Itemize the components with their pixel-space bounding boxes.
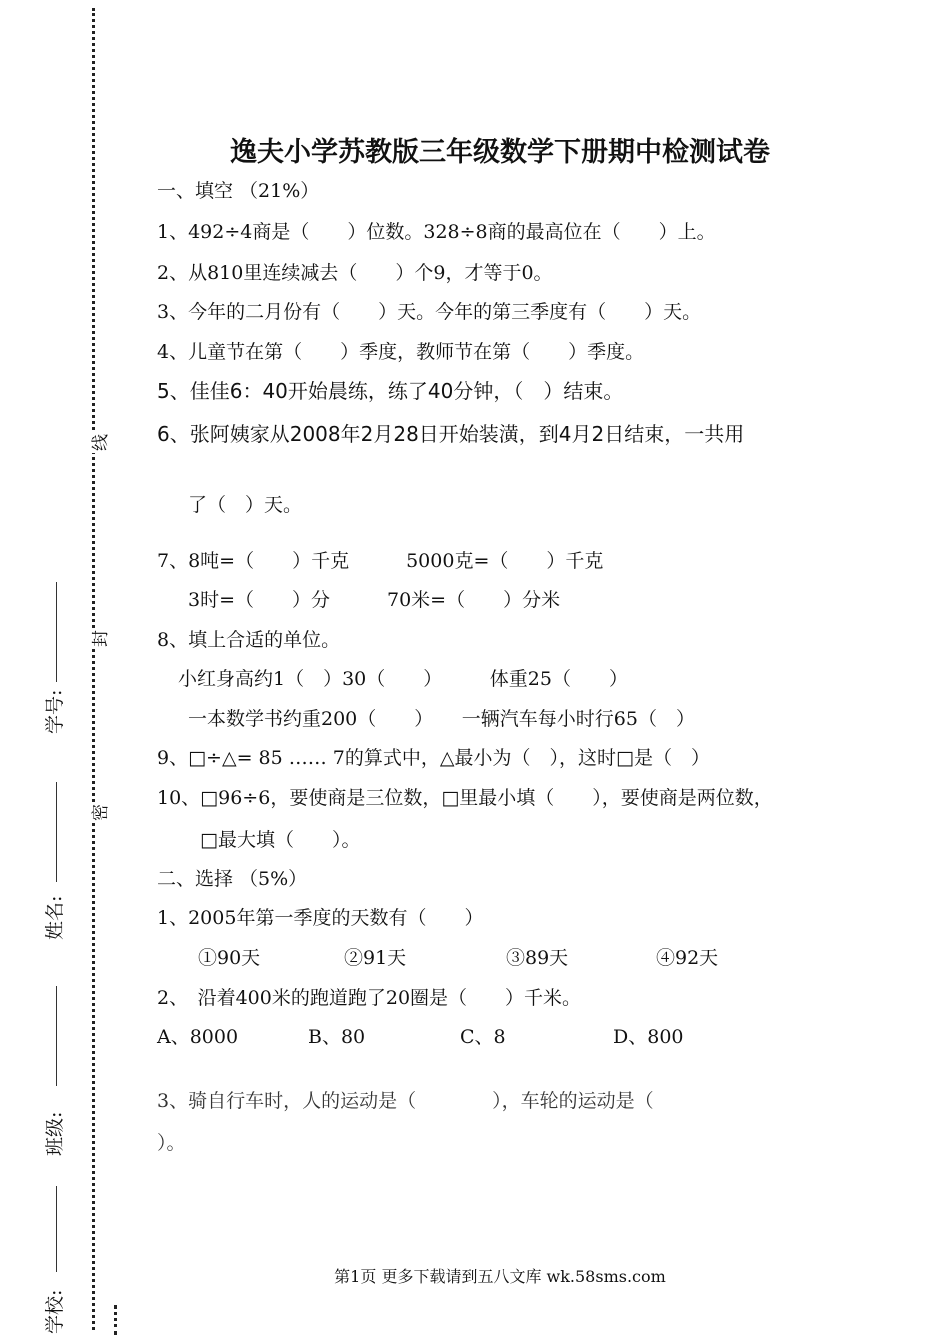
page-title: 逸夫小学苏教版三年级数学下册期中检测试卷 xyxy=(230,137,770,168)
question-2-3b: ）。 xyxy=(157,1132,186,1154)
question-1-7a: 7、8吨=（ ）千克 5000克=（ ）千克 xyxy=(157,550,604,572)
question-1-8b: 一本数学书约重200（ ） 一辆汽车每小时行65（ ） xyxy=(188,708,695,730)
seal-line-char: 线 xyxy=(86,432,111,453)
option-2-1-b: ②91天 xyxy=(344,947,407,969)
option-2-2-a: A、8000 xyxy=(157,1026,239,1048)
class-label: 班级: xyxy=(44,1111,66,1156)
question-1-8: 8、填上合适的单位。 xyxy=(157,629,341,651)
question-1-4: 4、儿童节在第（ ）季度，教师节在第（ ）季度。 xyxy=(157,341,645,363)
option-2-1-d: ④92天 xyxy=(656,947,719,969)
question-2-2: 2、 沿着400米的跑道跑了20圈是（ ）千米。 xyxy=(157,987,582,1009)
name-underline xyxy=(56,782,57,882)
question-1-5: 5、佳佳6：40开始晨练，练了40分钟，（ ）结束。 xyxy=(157,379,624,403)
school-underline xyxy=(56,1186,57,1272)
option-2-2-b: B、80 xyxy=(308,1026,366,1048)
question-1-1: 1、492÷4商是（ ）位数。328÷8商的最高位在（ ）上。 xyxy=(157,221,716,243)
school-label: 学校: xyxy=(44,1289,66,1334)
question-1-2: 2、从810里连续减去（ ）个9，才等于0。 xyxy=(157,262,553,284)
section2-heading: 二、选择 （5%） xyxy=(157,868,308,890)
option-2-2-d: D、800 xyxy=(613,1026,684,1048)
question-1-8a: 小红身高约1（ ）30（ ） 体重25（ ） xyxy=(178,668,628,690)
question-1-6b: 了（ ）天。 xyxy=(188,494,303,516)
id-underline xyxy=(56,582,57,682)
question-2-1: 1、2005年第一季度的天数有（ ） xyxy=(157,907,484,929)
question-1-9: 9、□÷△= 85 …… 7的算式中，△最小为（ ），这时□是（ ） xyxy=(157,747,710,769)
id-label: 学号: xyxy=(44,689,66,734)
name-label: 姓名: xyxy=(44,895,66,940)
page-footer: 第1页 更多下载请到五八文库 wk.58sms.com xyxy=(334,1267,666,1286)
question-1-10a: 10、□96÷6，要使商是三位数，□里最小填（ ），要使商是两位数， xyxy=(157,787,773,809)
question-1-10b: □最大填（ ）。 xyxy=(200,829,361,851)
question-1-6a: 6、张阿姨家从2008年2月28日开始装潢，到4月2日结束，一共用 xyxy=(157,422,745,446)
question-2-3a: 3、骑自行车时，人的运动是（ ），车轮的运动是（ xyxy=(157,1090,654,1112)
seal-seal-char: 封 xyxy=(86,628,111,649)
question-1-7b: 3时=（ ）分 70米=（ ）分米 xyxy=(188,589,561,611)
section1-heading: 一、填空 （21%） xyxy=(157,180,320,202)
option-2-2-c: C、8 xyxy=(460,1026,506,1048)
seal-secret-char: 密 xyxy=(86,802,111,823)
option-2-1-c: ③89天 xyxy=(506,947,569,969)
question-1-3: 3、今年的二月份有（ ）天。今年的第三季度有（ ）天。 xyxy=(157,301,702,323)
binding-dotted-line-short xyxy=(114,1305,117,1335)
option-2-1-a: ①90天 xyxy=(198,947,261,969)
binding-dotted-line xyxy=(92,8,95,1330)
class-underline xyxy=(56,986,57,1086)
